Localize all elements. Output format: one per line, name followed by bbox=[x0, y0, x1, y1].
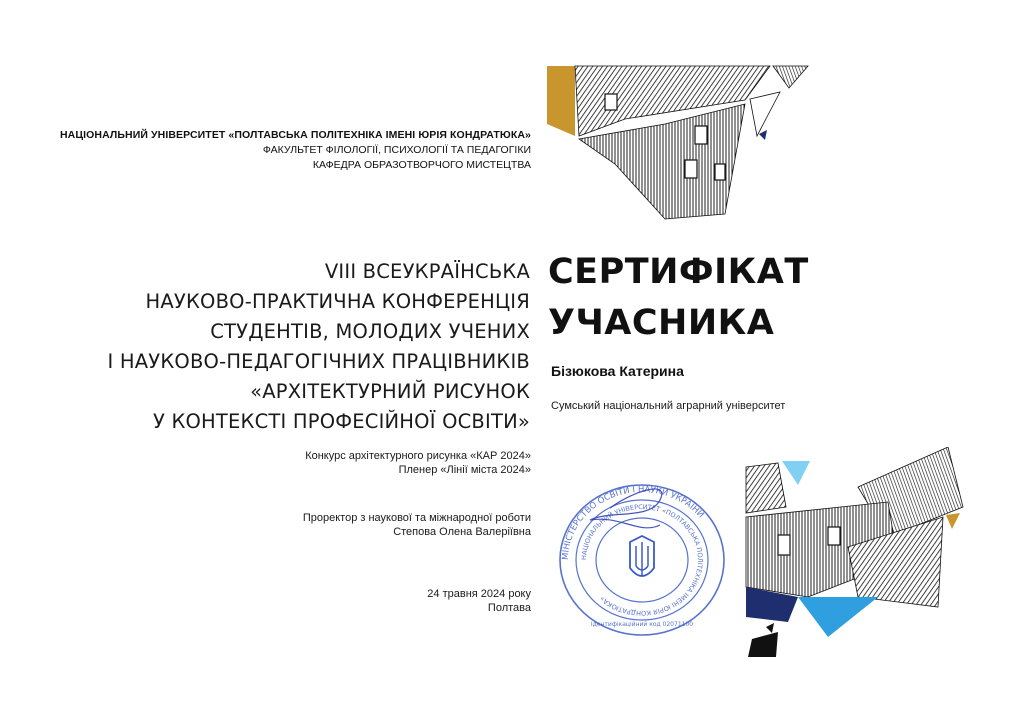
recipient-institution: Сумський національний аграрний університет bbox=[551, 400, 786, 412]
navy-shard bbox=[759, 130, 767, 140]
window-shape bbox=[685, 160, 697, 178]
date-block bbox=[0, 587, 531, 615]
contest-name: Конкурс архітектурного рисунка «КАР 2024» bbox=[305, 450, 531, 462]
conference-title-line: СТУДЕНТІВ, МОЛОДИХ УЧЕНИХ bbox=[210, 320, 530, 343]
ochre-shard bbox=[547, 66, 575, 136]
certificate-title-line1: СЕРТИФІКАТ bbox=[548, 252, 809, 292]
conference-title-line: «АРХІТЕКТУРНИЙ РИСУНОК bbox=[250, 380, 530, 403]
official-seal bbox=[550, 480, 725, 640]
conference-title-line: НАУКОВО-ПРАКТИЧНА КОНФЕРЕНЦІЯ bbox=[145, 290, 530, 313]
black-shard bbox=[766, 623, 774, 633]
faculty-name: ФАКУЛЬТЕТ ФІЛОЛОГІЇ, ПСИХОЛОГІЇ ТА ПЕДАГОГІКИ bbox=[262, 144, 531, 156]
issue-date: 24 травня 2024 року bbox=[427, 588, 531, 600]
sky-shard bbox=[750, 92, 780, 136]
department-name: КАФЕДРА ОБРАЗОТВОРЧОГО МИСТЕЦТВА bbox=[312, 159, 531, 171]
issue-city: Полтава bbox=[487, 602, 531, 614]
certificate-title bbox=[548, 247, 809, 349]
window-shape bbox=[715, 164, 725, 180]
seal-outer-text: МІНІСТЕРСТВО ОСВІТИ І НАУКИ УКРАЇНИ bbox=[560, 484, 706, 561]
signatory-block bbox=[0, 511, 531, 539]
architecture-collage-bottom bbox=[738, 447, 968, 662]
recipient-name: Бізюкова Катерина bbox=[551, 363, 684, 379]
conference-title bbox=[0, 257, 530, 437]
signatory-position: Проректор з наукової та міжнародної роботи bbox=[302, 512, 531, 524]
sky-shard bbox=[798, 597, 878, 637]
sky-shard bbox=[782, 461, 810, 485]
seal-code: Ідентифікаційний код 02071100 bbox=[590, 621, 694, 628]
window-shape bbox=[695, 126, 707, 144]
events-block bbox=[0, 449, 531, 477]
window-shape bbox=[828, 527, 840, 545]
university-name: НАЦІОНАЛЬНИЙ УНІВЕРСИТЕТ «ПОЛТАВСЬКА ПОЛІТЕХНІКА ІМЕНІ ЮРІЯ КОНДРАТЮКА» bbox=[60, 129, 531, 141]
conference-title-line: VIII ВСЕУКРАЇНСЬКА bbox=[324, 260, 530, 283]
conference-title-line: У КОНТЕКСТІ ПРОФЕСІЙНОЇ ОСВІТИ» bbox=[152, 410, 530, 433]
hatched-shard bbox=[746, 463, 786, 513]
ochre-shard bbox=[946, 513, 960, 529]
plein-air-name: Пленер «Лінії міста 2024» bbox=[398, 464, 531, 476]
conference-title-line: І НАУКОВО-ПЕДАГОГІЧНИХ ПРАЦІВНИКІВ bbox=[107, 350, 530, 373]
certificate-title-line2: УЧАСНИКА bbox=[548, 303, 775, 343]
window-shape bbox=[778, 535, 790, 555]
stripe-shard bbox=[773, 66, 808, 88]
architecture-collage-top bbox=[545, 64, 810, 224]
black-shard bbox=[748, 632, 778, 657]
signatory-name: Степова Олена Валеріївна bbox=[393, 526, 531, 538]
seal-inner-text: НАЦІОНАЛЬНИЙ УНІВЕРСИТЕТ «ПОЛТАВСЬКА ПОЛІТЕХНІКА ІМЕНІ ЮРІЯ КОНДРАТЮКА» bbox=[579, 502, 705, 618]
institution-header bbox=[0, 128, 531, 173]
window-shape bbox=[605, 94, 617, 110]
